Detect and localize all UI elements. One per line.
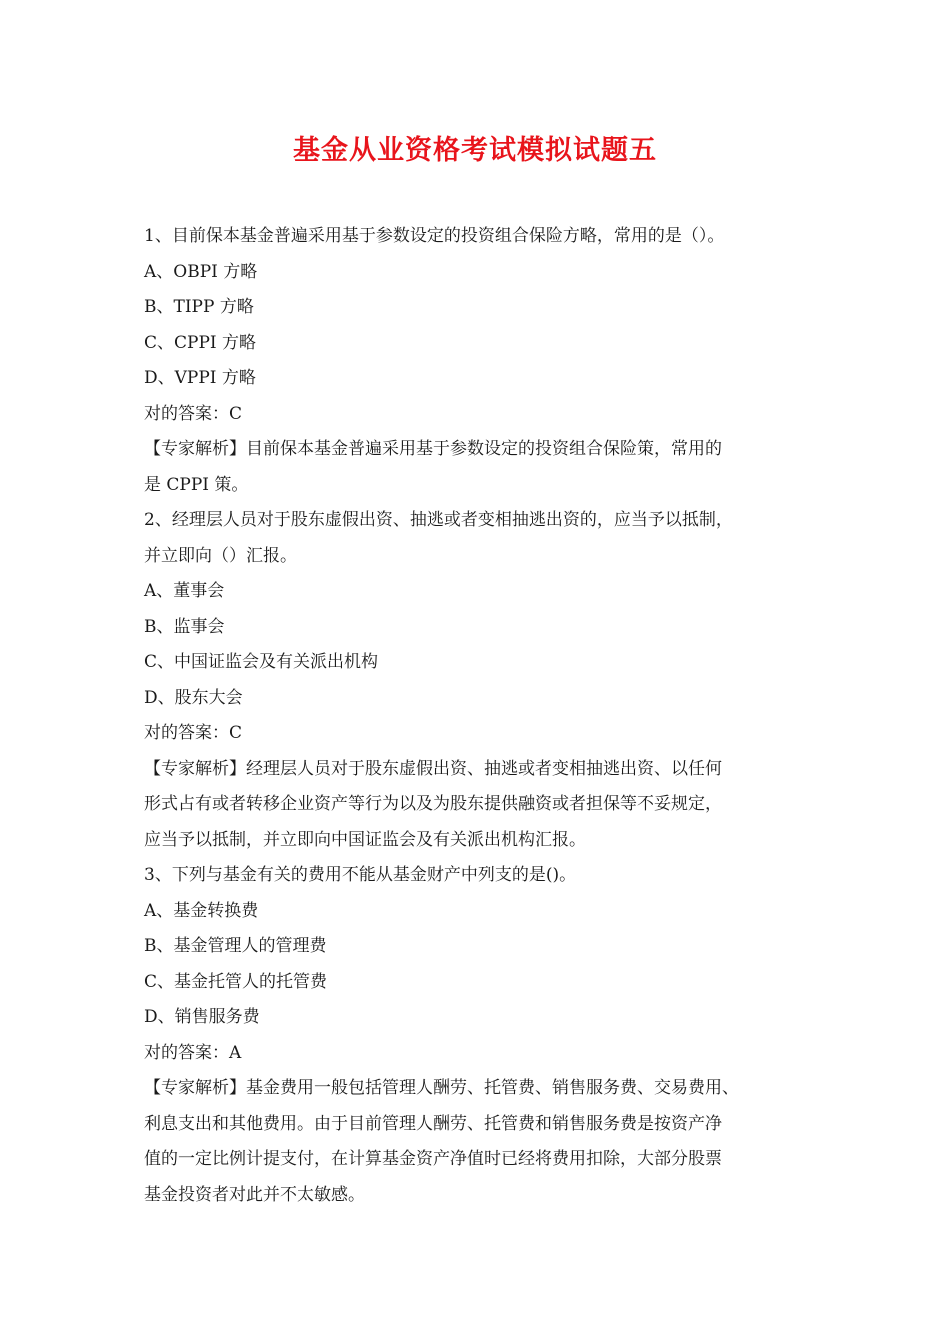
option-c: C、CPPI 方略 [144, 332, 257, 353]
question-2 [144, 503, 834, 858]
analysis-line: 【专家解析】基金费用一般包括管理人酬劳、托管费、销售服务费、交易费用、 [144, 1078, 739, 1098]
document-body [144, 219, 834, 1213]
option-a: A、OBPI 方略 [144, 261, 258, 282]
analysis-line: 形式占有或者转移企业资产等行为以及为股东提供融资或者担保等不妥规定， [144, 794, 722, 814]
analysis-line: 基金投资者对此并不太敏感。 [144, 1184, 365, 1205]
analysis-line: 值的一定比例计提支付，在计算基金资产净值时已经将费用扣除，大部分股票 [144, 1149, 722, 1169]
question-3 [144, 858, 834, 1213]
question-stem-line: 2、经理层人员对于股东虚假出资、抽逃或者变相抽逃出资的，应当予以抵制， [144, 510, 733, 530]
option-c: C、中国证监会及有关派出机构 [144, 652, 379, 672]
analysis-line: 【专家解析】目前保本基金普遍采用基于参数设定的投资组合保险策，常用的 [144, 439, 722, 459]
option-d: D、股东大会 [144, 687, 243, 708]
analysis-line: 利息支出和其他费用。由于目前管理人酬劳、托管费和销售服务费是按资产净 [144, 1113, 722, 1134]
option-b: B、TIPP 方略 [144, 297, 254, 317]
option-b: B、监事会 [144, 616, 225, 637]
option-a: A、基金转换费 [144, 900, 259, 921]
question-stem-line: 3、下列与基金有关的费用不能从基金财产中列支的是()。 [144, 865, 577, 885]
option-b: B、基金管理人的管理费 [144, 936, 327, 956]
analysis-line: 【专家解析】经理层人员对于股东虚假出资、抽逃或者变相抽逃出资、以任何 [144, 758, 722, 779]
question-stem-line: 并立即向（）汇报。 [144, 545, 297, 566]
option-d: D、VPPI 方略 [144, 368, 256, 388]
option-c: C、基金托管人的托管费 [144, 971, 328, 992]
option-d: D、销售服务费 [144, 1007, 260, 1027]
correct-answer: 对的答案：C [144, 403, 243, 424]
analysis-line: 应当予以抵制，并立即向中国证监会及有关派出机构汇报。 [144, 829, 586, 850]
option-a: A、董事会 [144, 581, 225, 601]
question-1 [144, 219, 834, 503]
correct-answer: 对的答案：C [144, 723, 243, 743]
question-stem-line: 1、目前保本基金普遍采用基于参数设定的投资组合保险方略，常用的是（）。 [144, 226, 725, 246]
document-title: 基金从业资格考试模拟试题五 [293, 135, 657, 166]
correct-answer: 对的答案：A [144, 1042, 242, 1063]
analysis-line: 是 CPPI 策。 [144, 474, 249, 495]
